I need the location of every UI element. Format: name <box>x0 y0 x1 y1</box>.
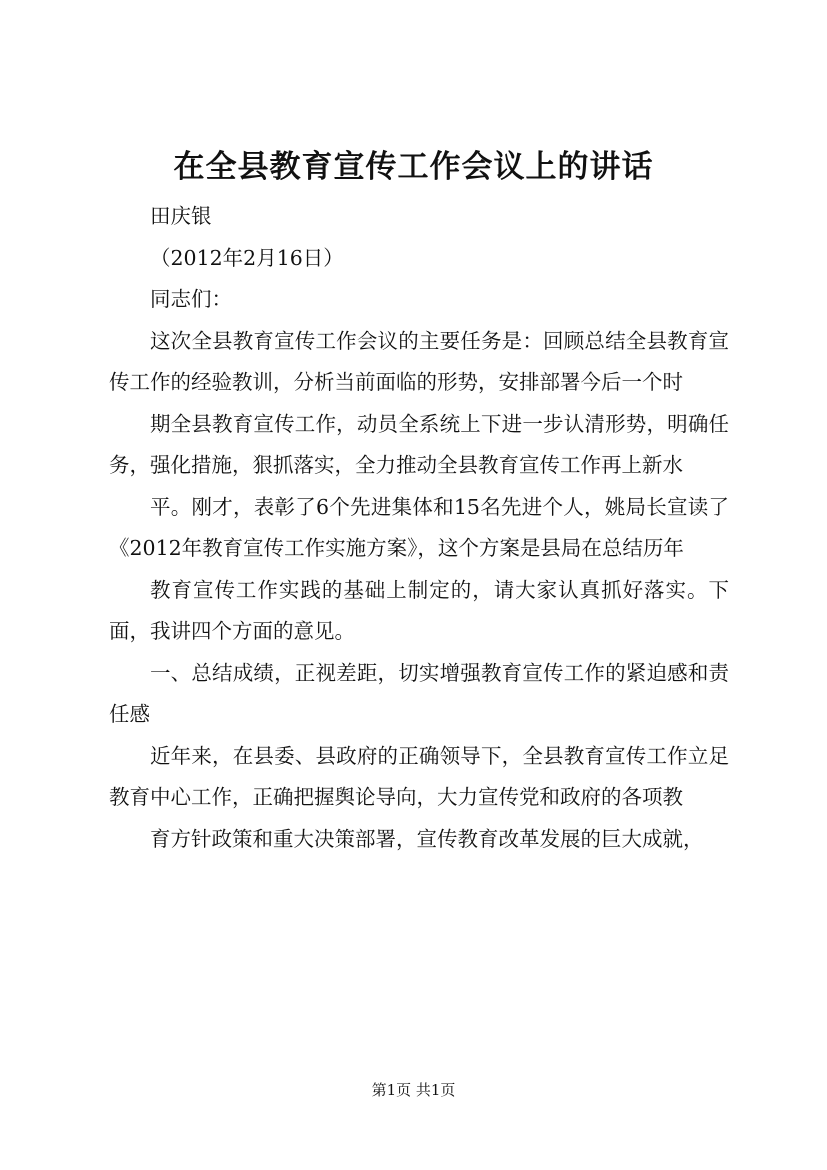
document-title: 在全县教育宣传工作会议上的讲话 <box>173 149 654 185</box>
page-footer: 第1页 共1页 <box>371 1081 456 1099</box>
date-line: （2012年2月16日） <box>150 245 344 270</box>
author-line: 田庆银 <box>150 204 212 228</box>
body-paragraph: 近年来，在县委、县政府的正确领导下，全县教育宣传工作立足教育中心工作，正确把握舆论导向，大力宣传党和政府的各项教 <box>109 743 729 809</box>
document-body <box>109 196 729 860</box>
body-paragraph: 育方针政策和重大决策部署，宣传教育改革发展的巨大成就， <box>150 826 704 851</box>
body-paragraph: 教育宣传工作实践的基础上制定的，请大家认真抓好落实。下面，我讲四个方面的意见。 <box>109 577 729 643</box>
body-paragraph: 这次全县教育宣传工作会议的主要任务是：回顾总结全县教育宣传工作的经验教训，分析当前面临的形势，安排部署今后一个时 <box>109 328 729 394</box>
section-heading: 一、总结成绩，正视差距，切实增强教育宣传工作的紧迫感和责任感 <box>109 660 729 726</box>
body-paragraph: 平。刚才，表彰了6个先进集体和15名先进个人，姚局长宣读了《2012年教育宣传工作实施方案》，这个方案是县局在总结历年 <box>109 494 729 560</box>
salutation: 同志们： <box>150 287 232 311</box>
body-paragraph: 期全县教育宣传工作，动员全系统上下进一步认清形势，明确任务，强化措施，狠抓落实，全力推动全县教育宣传工作再上新水 <box>109 411 729 477</box>
